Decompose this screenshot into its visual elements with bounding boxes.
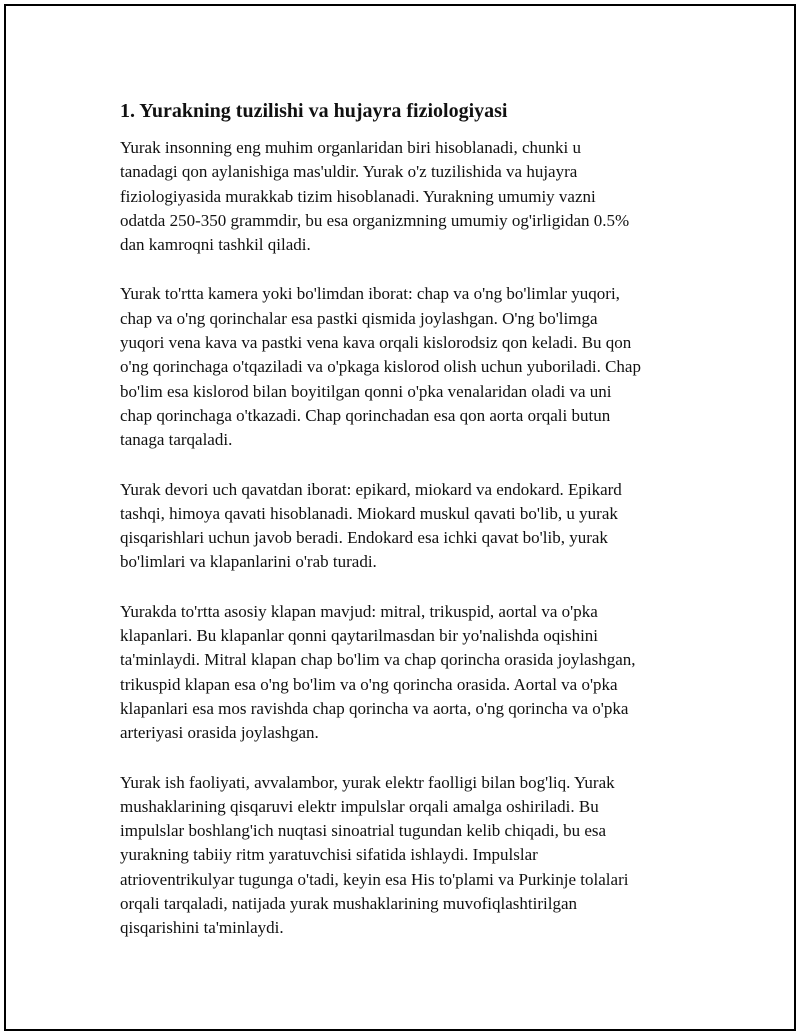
- text-line: Yurak devori uch qavatdan iborat: epikard, miokard va endokard. Epikard: [120, 479, 622, 499]
- text-line: impulslar boshlang'ich nuqtasi sinoatrial tugundan kelib chiqadi, bu esa: [120, 821, 607, 841]
- text-line: yurakning tabiiy ritm yaratuvchisi sifatida ishlaydi. Impulslar: [120, 845, 538, 865]
- page-frame: [4, 4, 796, 1031]
- text-line: bo'limlari va klapanlarini o'rab turadi.: [120, 552, 377, 572]
- text-line: trikuspid klapan esa o'ng bo'lim va o'ng qorincha orasida. Aortal va o'pka: [120, 674, 618, 694]
- text-line: mushaklarining qisqaruvi elektr impulslar orqali amalga oshiriladi. Bu: [120, 796, 599, 816]
- text-line: Yurakda to'rtta asosiy klapan mavjud: mitral, trikuspid, aortal va o'pka: [120, 601, 598, 621]
- paragraph-2: [120, 282, 700, 452]
- text-line: dan kamroqni tashkil qiladi.: [120, 235, 311, 255]
- text-line: Yurak to'rtta kamera yoki bo'limdan iborat: chap va o'ng bo'limlar yuqori,: [120, 284, 620, 304]
- paragraph-4: [120, 600, 700, 746]
- text-line: Yurak insonning eng muhim organlaridan biri hisoblanadi, chunki u: [120, 138, 581, 157]
- text-line: arteriyasi orasida joylashgan.: [120, 723, 319, 743]
- document-heading: 1. Yurakning tuzilishi va hujayra fiziologiyasi: [120, 100, 508, 122]
- text-line: tanadagi qon aylanishiga mas'uldir. Yurak o'z tuzilishida va hujayra: [120, 162, 578, 182]
- text-line: tanaga tarqaladi.: [120, 430, 233, 450]
- text-line: atrioventrikulyar tugunga o'tadi, keyin esa His to'plami va Purkinje tolalari: [120, 869, 629, 889]
- text-line: odatda 250-350 grammdir, bu esa organizmning umumiy og'irligidan 0.5%: [120, 210, 630, 230]
- document-body: [120, 98, 700, 966]
- text-line: bo'lim esa kislorod bilan boyitilgan qonni o'pka venalaridan oladi va uni: [120, 381, 612, 401]
- text-line: chap qorinchaga o'tkazadi. Chap qorinchadan esa qon aorta orqali butun: [120, 405, 611, 425]
- text-line: yuqori vena kava va pastki vena kava orqali kislorodsiz qon keladi. Bu qon: [120, 333, 632, 353]
- text-line: orqali tarqaladi, natijada yurak mushaklarining muvofiqlashtirilgan: [120, 894, 577, 914]
- paragraph-5: [120, 771, 700, 941]
- text-line: o'ng qorinchaga o'tqaziladi va o'pkaga kislorod olish uchun yuboriladi. Chap: [120, 357, 641, 377]
- paragraph-1: [120, 136, 700, 257]
- text-line: qisqarishini ta'minlaydi.: [120, 918, 284, 938]
- text-line: tashqi, himoya qavati hisoblanadi. Miokard muskul qavati bo'lib, u yurak: [120, 503, 618, 523]
- paragraph-3: [120, 478, 700, 575]
- text-line: qisqarishlari uchun javob beradi. Endokard esa ichki qavat bo'lib, yurak: [120, 528, 608, 548]
- text-line: chap va o'ng qorinchalar esa pastki qismida joylashgan. O'ng bo'limga: [120, 308, 598, 328]
- text-line: klapanlari esa mos ravishda chap qorincha va aorta, o'ng qorincha va o'pka: [120, 698, 629, 718]
- text-line: klapanlari. Bu klapanlar qonni qaytarilmasdan bir yo'nalishda oqishini: [120, 626, 599, 646]
- paragraph-list: [120, 136, 700, 941]
- text-line: ta'minlaydi. Mitral klapan chap bo'lim va chap qorincha orasida joylashgan,: [120, 650, 636, 670]
- text-line: Yurak ish faoliyati, avvalambor, yurak elektr faolligi bilan bog'liq. Yurak: [120, 772, 615, 792]
- text-line: fiziologiyasida murakkab tizim hisoblanadi. Yurakning umumiy vazni: [120, 186, 596, 206]
